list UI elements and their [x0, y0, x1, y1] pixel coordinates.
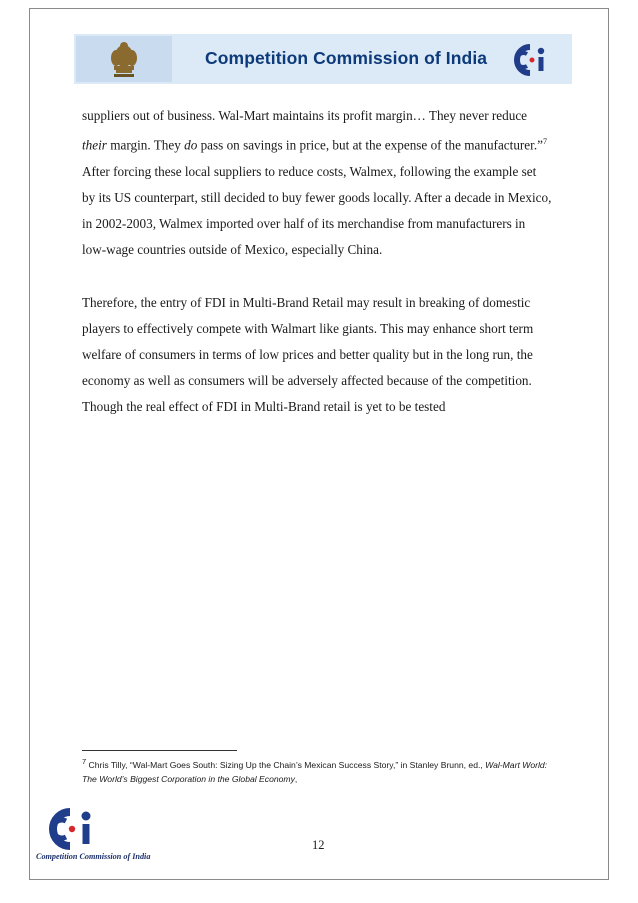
cci-logo-icon	[40, 806, 112, 852]
cci-logo-icon	[510, 42, 552, 78]
footnote-number: 7	[82, 757, 87, 766]
page-number: 12	[312, 838, 325, 852]
national-emblem-icon	[76, 36, 172, 82]
emphasis-their: their	[82, 137, 107, 153]
header-title: Competition Commission of India	[205, 48, 488, 68]
paragraph-1-part-4: After forcing these local suppliers to reduce costs, Walmex, following the example set by its US counterpart, still decided to buy fewer goods locally. After a decade in Mexico, in 2002-2003, Walmex imported over half of its merchandise from manufacturers in low-wage countries outside of Mexico, especially China.	[82, 163, 552, 258]
footnote-book-title: Wal-Mart World: The World’s Biggest Corporation in the Global Economy	[82, 759, 548, 784]
paragraph-1-part-3: pass on savings in price, but at the expense of the manufacturer.”	[197, 137, 543, 153]
footnote	[82, 755, 552, 786]
footnote-divider	[82, 750, 237, 751]
footer-caption: Competition Commission of India	[36, 852, 151, 861]
footnote-end: ,	[294, 773, 298, 784]
paragraph-1-part-2: margin. They	[106, 137, 185, 153]
paragraph-1-part-1: suppliers out of business. Wal-Mart maintains its profit margin… They never reduce	[82, 108, 528, 123]
footnote-text: Chris Tilly, “Wal-Mart Goes South: Sizing Up the Chain’s Mexican Success Story,” in Stanley Brunn, ed.,	[86, 759, 486, 770]
body-text	[82, 103, 552, 421]
paragraph-2: Therefore, the entry of FDI in Multi-Brand Retail may result in breaking of domestic players to effectively compete with Walmart like giants. This may enhance short term welfare of consumers in terms of low prices and better quality but in the long run, the economy as well as consumers will be adversely affected because of the competition. Though the real effect of FDI in Multi-Brand retail is yet to be tested	[82, 294, 534, 415]
footnote-reference[interactable]: 7	[542, 137, 547, 147]
paragraph-1	[82, 103, 552, 264]
emphasis-do: do	[184, 137, 198, 153]
